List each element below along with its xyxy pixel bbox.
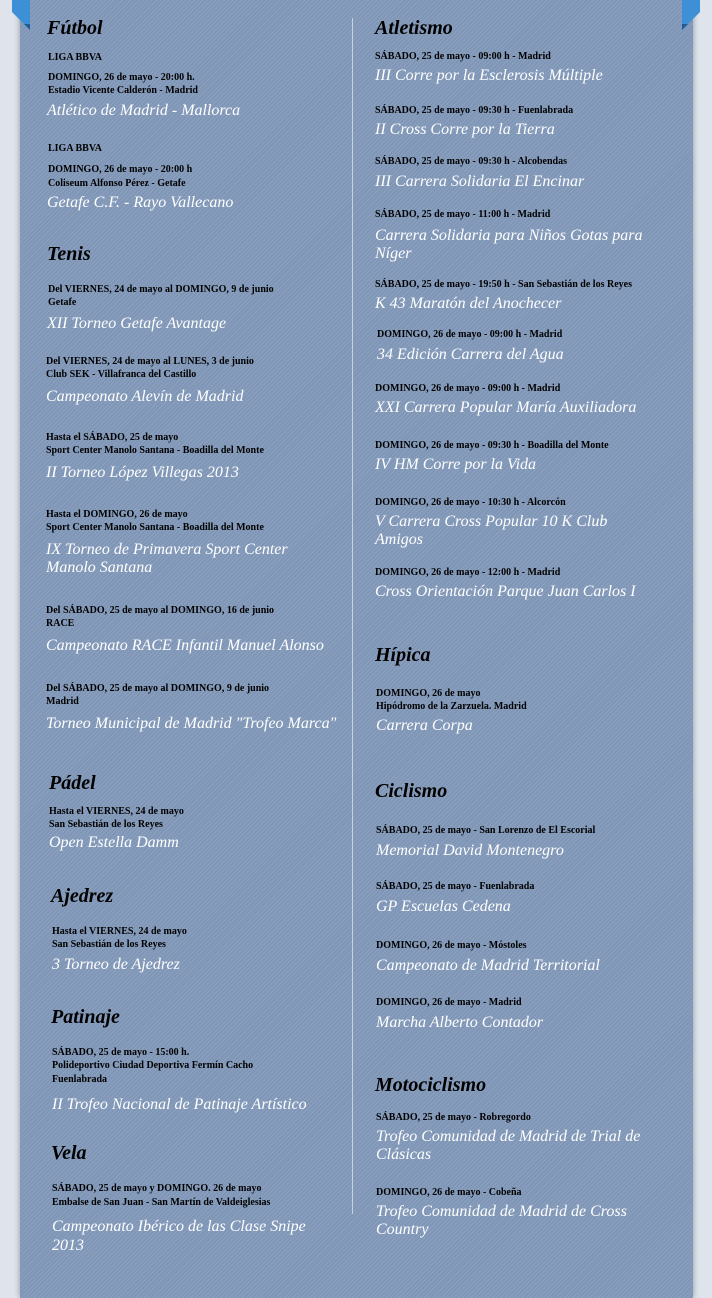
event-meta: SÁBADO, 25 de mayo - Robregordo [376, 1112, 531, 1123]
event-meta: Hasta el SÁBADO, 25 de mayo [46, 432, 179, 443]
event-title-link[interactable]: XII Torneo Getafe Avantage [47, 315, 227, 332]
event-meta: SÁBADO, 25 de mayo - Fuenlabrada [376, 881, 535, 892]
event-meta: Del SÁBADO, 25 de mayo al DOMINGO, 16 de junio [46, 605, 275, 616]
event-meta: Getafe [48, 297, 77, 308]
event-meta: DOMINGO, 26 de mayo [376, 688, 481, 699]
event-meta: Fuenlabrada [52, 1074, 108, 1085]
event-title-link[interactable]: XXI Carrera Popular María Auxiliadora [375, 399, 637, 416]
event-meta: Del SÁBADO, 25 de mayo al DOMINGO, 9 de junio [46, 683, 270, 694]
section-title-motociclismo: Motociclismo [375, 1074, 487, 1096]
event-meta: DOMINGO, 26 de mayo - 09:30 h - Boadilla del Monte [375, 440, 609, 451]
event-title-link[interactable]: Open Estella Damm [49, 834, 179, 851]
event-meta: SÁBADO, 25 de mayo - 09:30 h - Alcobendas [375, 156, 567, 167]
event-meta: Embalse de San Juan - San Martín de Valdeiglesias [52, 1197, 271, 1208]
event-title-link[interactable]: Manolo Santana [46, 559, 153, 576]
event-title-link[interactable]: II Cross Corre por la Tierra [375, 121, 555, 138]
event-meta: DOMINGO, 26 de mayo - 20:00 h. [48, 72, 195, 83]
event-title-link[interactable]: V Carrera Cross Popular 10 K Club [375, 513, 608, 530]
event-title-link[interactable]: Torneo Municipal de Madrid "Trofeo Marca" [46, 715, 337, 732]
event-meta: LIGA BBVA [48, 52, 103, 63]
event-title-link[interactable]: Clásicas [376, 1146, 432, 1163]
event-title-link[interactable]: 2013 [52, 1237, 84, 1254]
event-meta: DOMINGO, 26 de mayo - 12:00 h - Madrid [375, 567, 561, 578]
event-title-link[interactable]: III Carrera Solidaria El Encinar [375, 173, 585, 190]
event-meta: Hipódromo de la Zarzuela. Madrid [376, 701, 527, 712]
column-divider [352, 18, 353, 1214]
section-title-tenis: Tenis [47, 243, 91, 265]
event-meta: Del VIERNES, 24 de mayo al DOMINGO, 9 de junio [48, 284, 274, 295]
corner-ribbon-right-icon [682, 0, 700, 30]
event-title-link[interactable]: Amigos [375, 531, 423, 548]
event-title-link[interactable]: Níger [375, 245, 412, 262]
event-title-link[interactable]: Country [376, 1221, 429, 1238]
event-meta: DOMINGO, 26 de mayo - Móstoles [376, 940, 527, 951]
event-meta: Sport Center Manolo Santana - Boadilla del Monte [46, 522, 264, 533]
event-meta: San Sebastián de los Reyes [52, 939, 166, 950]
event-meta: SÁBADO, 25 de mayo - San Lorenzo de El Escorial [376, 825, 596, 836]
event-title-link[interactable]: 34 Edición Carrera del Agua [377, 346, 564, 363]
event-title-link[interactable]: Atlético de Madrid - Mallorca [47, 102, 241, 119]
event-title-link[interactable]: Cross Orientación Parque Juan Carlos I [375, 583, 636, 600]
event-title-link[interactable]: Trofeo Comunidad de Madrid de Trial de [376, 1128, 641, 1145]
event-meta: DOMINGO, 26 de mayo - 09:00 h - Madrid [377, 329, 563, 340]
event-meta: Madrid [46, 696, 79, 707]
event-title-link[interactable]: IX Torneo de Primavera Sport Center [46, 541, 288, 558]
section-title-hipica: Hípica [375, 644, 431, 666]
event-title-link[interactable]: Memorial David Montenegro [376, 842, 564, 859]
event-meta: Polideportivo Ciudad Deportiva Fermín Cacho [52, 1060, 254, 1071]
corner-ribbon-left-icon [12, 0, 30, 30]
event-title-link[interactable]: II Trofeo Nacional de Patinaje Artístico [52, 1096, 307, 1113]
event-meta: LIGA BBVA [48, 143, 103, 154]
event-meta: Hasta el DOMINGO, 26 de mayo [46, 509, 188, 520]
event-meta: Coliseum Alfonso Pérez - Getafe [48, 178, 186, 189]
event-meta: Hasta el VIERNES, 24 de mayo [52, 926, 187, 937]
event-title-link[interactable]: III Corre por la Esclerosis Múltiple [375, 67, 603, 84]
event-title-link[interactable]: Getafe C.F. - Rayo Vallecano [47, 194, 234, 211]
event-meta: Sport Center Manolo Santana - Boadilla del Monte [46, 445, 264, 456]
event-title-link[interactable]: Campeonato Ibérico de las Clase Snipe [52, 1218, 306, 1235]
event-title-link[interactable]: Campeonato de Madrid Territorial [376, 957, 600, 974]
event-title-link[interactable]: Campeonato Alevín de Madrid [46, 388, 244, 405]
section-title-ajedrez: Ajedrez [51, 885, 114, 907]
event-meta: SÁBADO, 25 de mayo y DOMINGO. 26 de mayo [52, 1183, 262, 1194]
event-meta: Hasta el VIERNES, 24 de mayo [49, 806, 184, 817]
event-title-link[interactable]: IV HM Corre por la Vida [375, 456, 537, 473]
section-title-atletismo: Atletismo [375, 17, 453, 39]
event-meta: SÁBADO, 25 de mayo - 09:30 h - Fuenlabrada [375, 105, 574, 116]
event-meta: DOMINGO, 26 de mayo - 10:30 h - Alcorcón [375, 497, 566, 508]
event-title-link[interactable]: K 43 Maratón del Anochecer [375, 295, 562, 312]
event-meta: DOMINGO, 26 de mayo - 20:00 h [48, 164, 193, 175]
event-meta: DOMINGO, 26 de mayo - Cobeña [376, 1187, 522, 1198]
event-meta: SÁBADO, 25 de mayo - 09:00 h - Madrid [375, 51, 551, 62]
section-title-futbol: Fútbol [47, 17, 103, 39]
event-meta: Del VIERNES, 24 de mayo al LUNES, 3 de junio [46, 356, 254, 367]
event-meta: SÁBADO, 25 de mayo - 11:00 h - Madrid [375, 209, 551, 220]
event-title-link[interactable]: 3 Torneo de Ajedrez [52, 956, 180, 973]
event-meta: Club SEK - Villafranca del Castillo [46, 369, 197, 380]
event-meta: RACE [46, 618, 75, 629]
event-title-link[interactable]: II Torneo López Villegas 2013 [46, 464, 239, 481]
event-meta: SÁBADO, 25 de mayo - 15:00 h. [52, 1047, 190, 1058]
event-meta: San Sebastián de los Reyes [49, 819, 163, 830]
event-title-link[interactable]: Marcha Alberto Contador [376, 1014, 544, 1031]
section-title-vela: Vela [51, 1142, 87, 1164]
event-meta: DOMINGO, 26 de mayo - 09:00 h - Madrid [375, 383, 561, 394]
event-title-link[interactable]: Carrera Corpa [376, 717, 473, 734]
section-title-ciclismo: Ciclismo [375, 780, 448, 802]
section-title-patinaje: Patinaje [51, 1006, 120, 1028]
event-meta: SÁBADO, 25 de mayo - 19:50 h - San Sebastián de los Reyes [375, 279, 632, 290]
event-meta: Estadio Vicente Calderón - Madrid [48, 85, 198, 96]
event-title-link[interactable]: Trofeo Comunidad de Madrid de Cross [376, 1203, 627, 1220]
event-meta: DOMINGO, 26 de mayo - Madrid [376, 997, 522, 1008]
event-title-link[interactable]: Carrera Solidaria para Niños Gotas para [375, 227, 643, 244]
event-title-link[interactable]: GP Escuelas Cedena [376, 898, 511, 915]
event-title-link[interactable]: Campeonato RACE Infantil Manuel Alonso [46, 637, 324, 654]
section-title-padel: Pádel [49, 772, 96, 794]
